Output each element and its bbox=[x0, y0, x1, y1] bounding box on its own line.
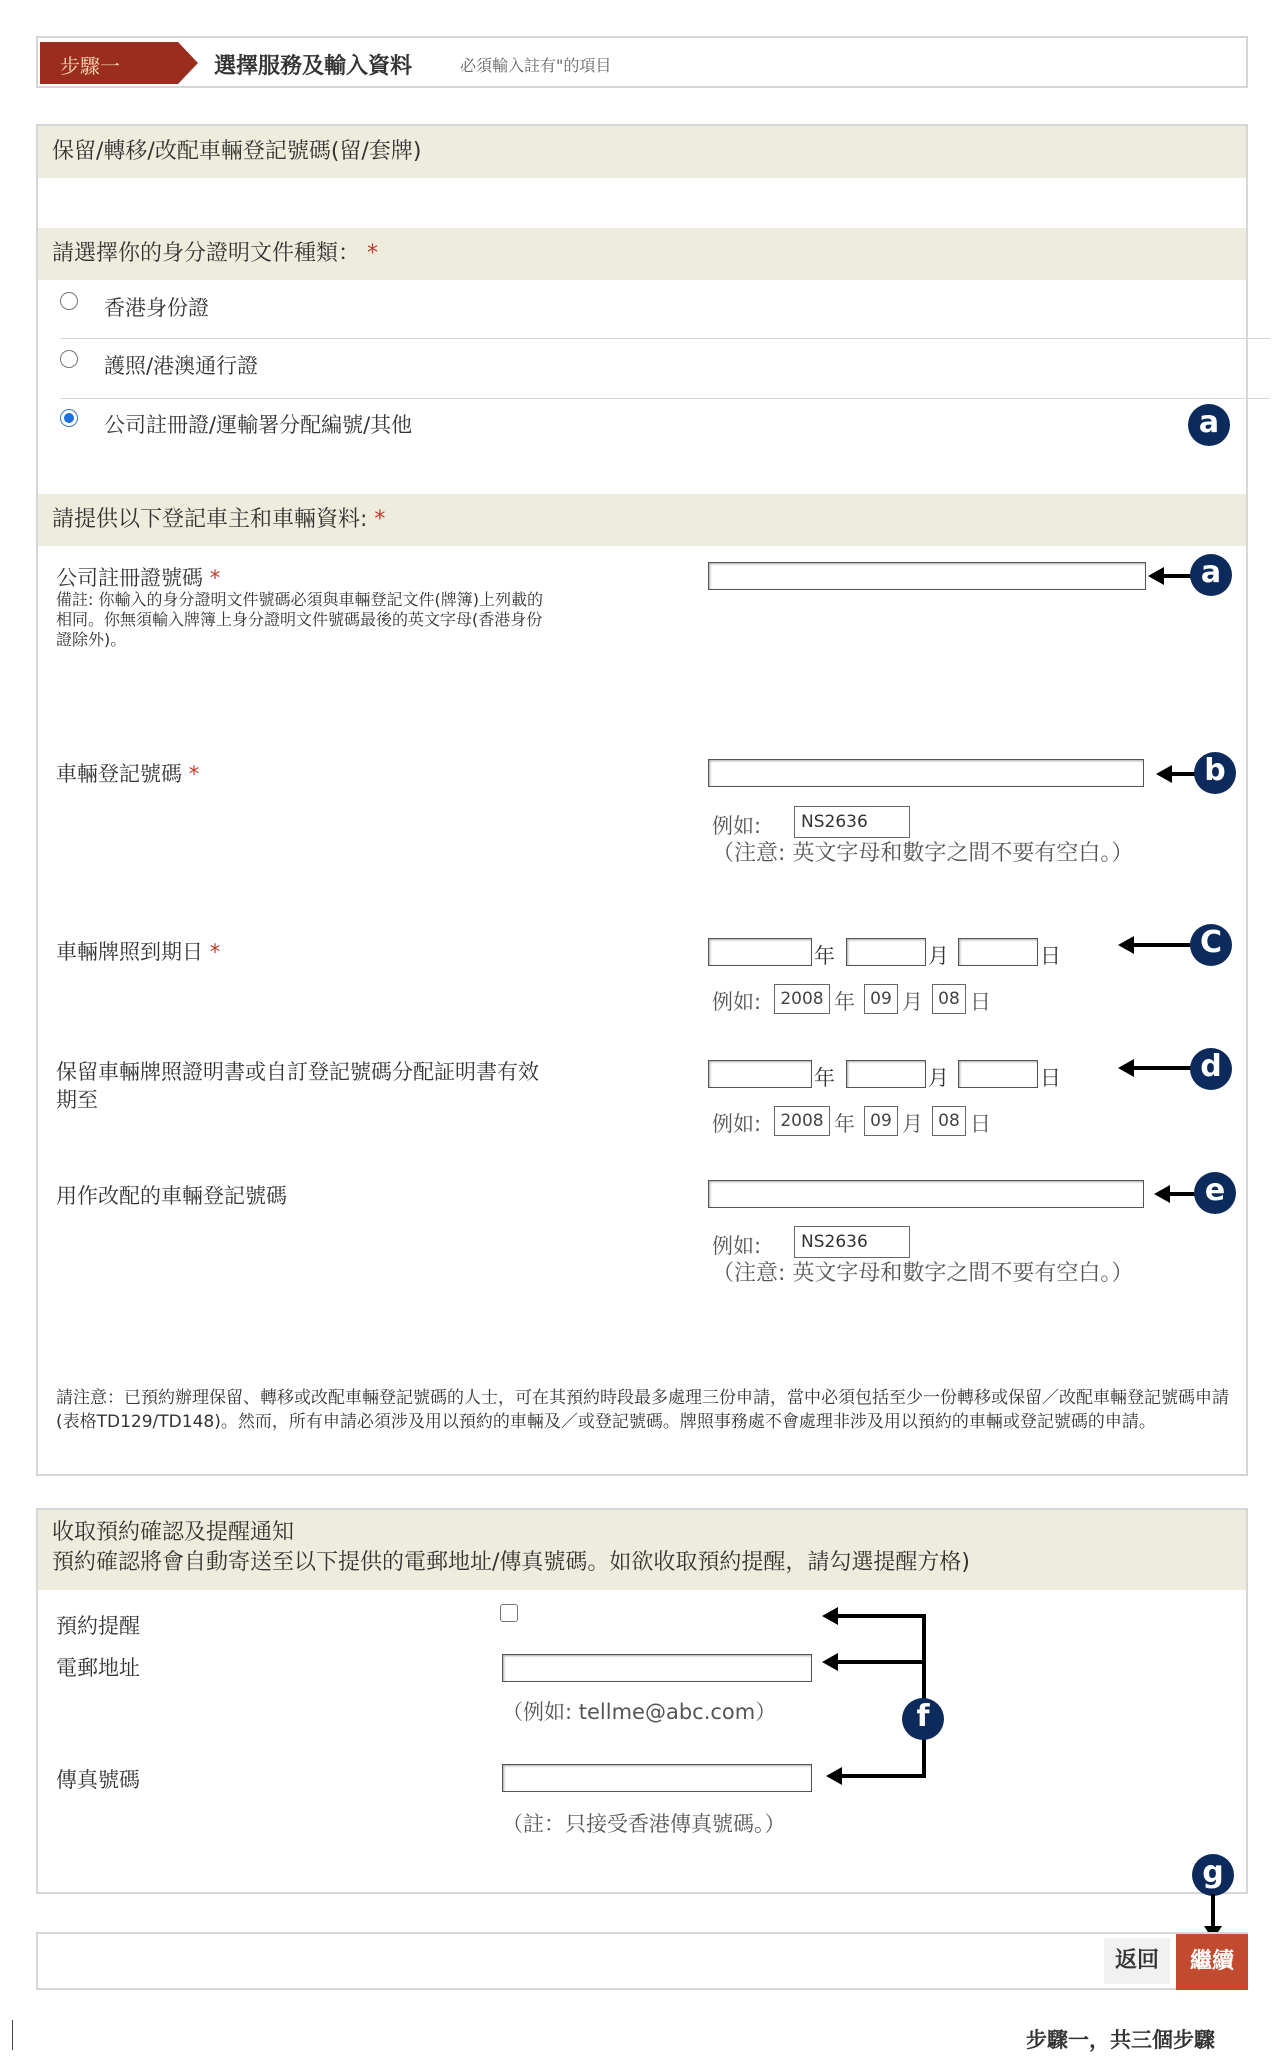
day-unit: 日 bbox=[970, 990, 991, 1014]
required-note: 必須輸入註有"的項目 bbox=[460, 56, 612, 75]
retention-example-month: 09 bbox=[864, 1106, 898, 1136]
company-reg-input[interactable] bbox=[708, 562, 1146, 590]
radio-passport-label[interactable]: 護照/港澳通行證 bbox=[104, 354, 259, 378]
email-hint: （例如: tellme@abc.com） bbox=[502, 1700, 777, 1724]
assign-reg-hint: （注意: 英文字母和數字之間不要有空白。） bbox=[712, 1261, 1134, 1286]
bracket-line bbox=[922, 1614, 926, 1778]
day-unit: 日 bbox=[970, 1112, 991, 1136]
page-title: 選擇服務及輸入資料 bbox=[214, 54, 413, 79]
left-edge-mark bbox=[12, 2020, 13, 2050]
month-unit: 月 bbox=[902, 1112, 923, 1136]
step-header bbox=[36, 36, 1248, 88]
annotation-e-badge: e bbox=[1194, 1172, 1236, 1214]
arrow-line bbox=[838, 1660, 924, 1664]
reminder-label: 預約提醒 bbox=[56, 1614, 140, 1638]
assign-reg-example-value: NS2636 bbox=[794, 1226, 910, 1258]
required-mark: * bbox=[367, 241, 379, 266]
continue-button[interactable]: 繼續 bbox=[1176, 1934, 1248, 1990]
radio-hkid[interactable] bbox=[60, 292, 78, 310]
year-unit: 年 bbox=[834, 1112, 855, 1136]
back-button[interactable]: 返回 bbox=[1104, 1938, 1170, 1984]
month-unit: 月 bbox=[928, 1066, 949, 1090]
annotation-g-badge: g bbox=[1192, 1854, 1234, 1896]
retention-example-year: 2008 bbox=[774, 1106, 830, 1136]
assign-reg-input[interactable] bbox=[708, 1180, 1144, 1208]
arrow-head bbox=[822, 1607, 838, 1625]
year-unit: 年 bbox=[834, 990, 855, 1014]
licence-example-year: 2008 bbox=[774, 984, 830, 1014]
arrow-line bbox=[1168, 1192, 1196, 1196]
vehicle-reg-hint: （注意: 英文字母和數字之間不要有空白。） bbox=[712, 841, 1134, 866]
annotation-a2-badge: a bbox=[1190, 554, 1232, 596]
retention-example-label: 例如: bbox=[712, 1112, 762, 1136]
id-type-title: 請選擇你的身分證明文件種類： bbox=[52, 241, 361, 266]
reminder-checkbox[interactable] bbox=[500, 1604, 518, 1622]
month-unit: 月 bbox=[902, 990, 923, 1014]
retention-expiry-day-input[interactable] bbox=[958, 1060, 1038, 1088]
arrow-line bbox=[1170, 772, 1196, 776]
arrow-line bbox=[1132, 1066, 1192, 1070]
annotation-d-badge: d bbox=[1190, 1048, 1232, 1090]
retention-example-day: 08 bbox=[932, 1106, 966, 1136]
licence-example-day: 08 bbox=[932, 984, 966, 1014]
notify-title: 收取預約確認及提醒通知 bbox=[52, 1520, 295, 1545]
company-reg-note: 備註: 你輸入的身分證明文件號碼必須與車輛登記文件(牌簿)上列載的相同。你無須輸入牌簿上身分證明文件號碼最後的英文字母(香港身份證除外)。 bbox=[56, 590, 543, 649]
arrow-head bbox=[822, 1653, 838, 1671]
arrow-line bbox=[838, 1614, 924, 1618]
vehicle-reg-input[interactable] bbox=[708, 759, 1144, 787]
annotation-f-badge: f bbox=[902, 1698, 944, 1740]
assign-reg-example-label: 例如: bbox=[712, 1234, 762, 1258]
licence-expiry-month-input[interactable] bbox=[846, 938, 926, 966]
step-progress: 步驟一，共三個步驟 bbox=[1026, 2028, 1215, 2052]
licence-example-label: 例如: bbox=[712, 990, 762, 1014]
step-badge-arrow bbox=[178, 42, 198, 84]
day-unit: 日 bbox=[1040, 944, 1061, 968]
radio-company-label[interactable]: 公司註冊證/運輸署分配編號/其他 bbox=[104, 413, 413, 437]
notify-panel bbox=[36, 1508, 1248, 1894]
month-unit: 月 bbox=[928, 944, 949, 968]
booking-notice: 請注意：已預約辦理保留、轉移或改配車輛登記號碼的人士，可在其預約時段最多處理三份申請，當中必須包括至少一份轉移或保留／改配車輛登記號碼申請(表格TD129/TD148)。然而，所有申請必須涉及用以預約的車輛及／或登記號碼。牌照事務處不會處理非涉及用以預約的車輛或登記號碼的申請。 bbox=[56, 1388, 1229, 1432]
main-form-panel bbox=[36, 124, 1248, 1476]
annotation-b-badge: b bbox=[1194, 752, 1236, 794]
licence-expiry-day-input[interactable] bbox=[958, 938, 1038, 966]
year-unit: 年 bbox=[814, 944, 835, 968]
divider bbox=[60, 338, 1270, 339]
email-input[interactable] bbox=[502, 1654, 812, 1682]
owner-section-header bbox=[38, 494, 1246, 546]
required-mark: * bbox=[374, 507, 386, 532]
retention-expiry-month-input[interactable] bbox=[846, 1060, 926, 1088]
vehicle-reg-example-value: NS2636 bbox=[794, 806, 910, 838]
fax-label: 傳真號碼 bbox=[56, 1768, 140, 1792]
assign-reg-label: 用作改配的車輛登記號碼 bbox=[56, 1184, 287, 1208]
notify-subtitle: 預約確認將會自動寄送至以下提供的電郵地址/傳真號碼。如欲收取預約提醒，請勾選提醒方格) bbox=[52, 1550, 970, 1575]
arrow-line bbox=[842, 1774, 924, 1778]
arrow-line bbox=[1211, 1894, 1215, 1930]
day-unit: 日 bbox=[1040, 1066, 1061, 1090]
radio-company[interactable] bbox=[60, 409, 78, 427]
owner-section-title: 請提供以下登記車主和車輛資料: bbox=[52, 507, 368, 532]
vehicle-reg-label: 車輛登記號碼 * bbox=[56, 762, 200, 786]
button-bar bbox=[36, 1932, 1248, 1990]
divider bbox=[60, 398, 1270, 399]
company-reg-label: 公司註冊證號碼 * bbox=[56, 566, 221, 590]
email-label: 電郵地址 bbox=[56, 1656, 140, 1680]
retention-expiry-label: 保留車輛牌照證明書或自訂登記號碼分配証明書有效期至 bbox=[56, 1060, 539, 1112]
year-unit: 年 bbox=[814, 1066, 835, 1090]
service-title: 保留/轉移/改配車輛登記號碼(留/套牌) bbox=[52, 139, 422, 164]
licence-expiry-label: 車輛牌照到期日 * bbox=[56, 940, 221, 964]
radio-passport[interactable] bbox=[60, 350, 78, 368]
step-label: 步驟一 bbox=[60, 54, 120, 78]
vehicle-reg-example-label: 例如: bbox=[712, 814, 762, 838]
arrow-line bbox=[1132, 943, 1192, 947]
arrow-head bbox=[826, 1767, 842, 1785]
retention-expiry-year-input[interactable] bbox=[708, 1060, 812, 1088]
id-type-header bbox=[38, 228, 1246, 280]
annotation-a-badge: a bbox=[1188, 404, 1230, 446]
service-header bbox=[38, 126, 1246, 178]
licence-expiry-year-input[interactable] bbox=[708, 938, 812, 966]
licence-example-month: 09 bbox=[864, 984, 898, 1014]
fax-input[interactable] bbox=[502, 1764, 812, 1792]
fax-hint: （註：只接受香港傳真號碼。） bbox=[502, 1812, 786, 1836]
notify-header bbox=[38, 1510, 1246, 1590]
radio-hkid-label[interactable]: 香港身份證 bbox=[104, 296, 209, 320]
annotation-c-badge: C bbox=[1190, 924, 1232, 966]
